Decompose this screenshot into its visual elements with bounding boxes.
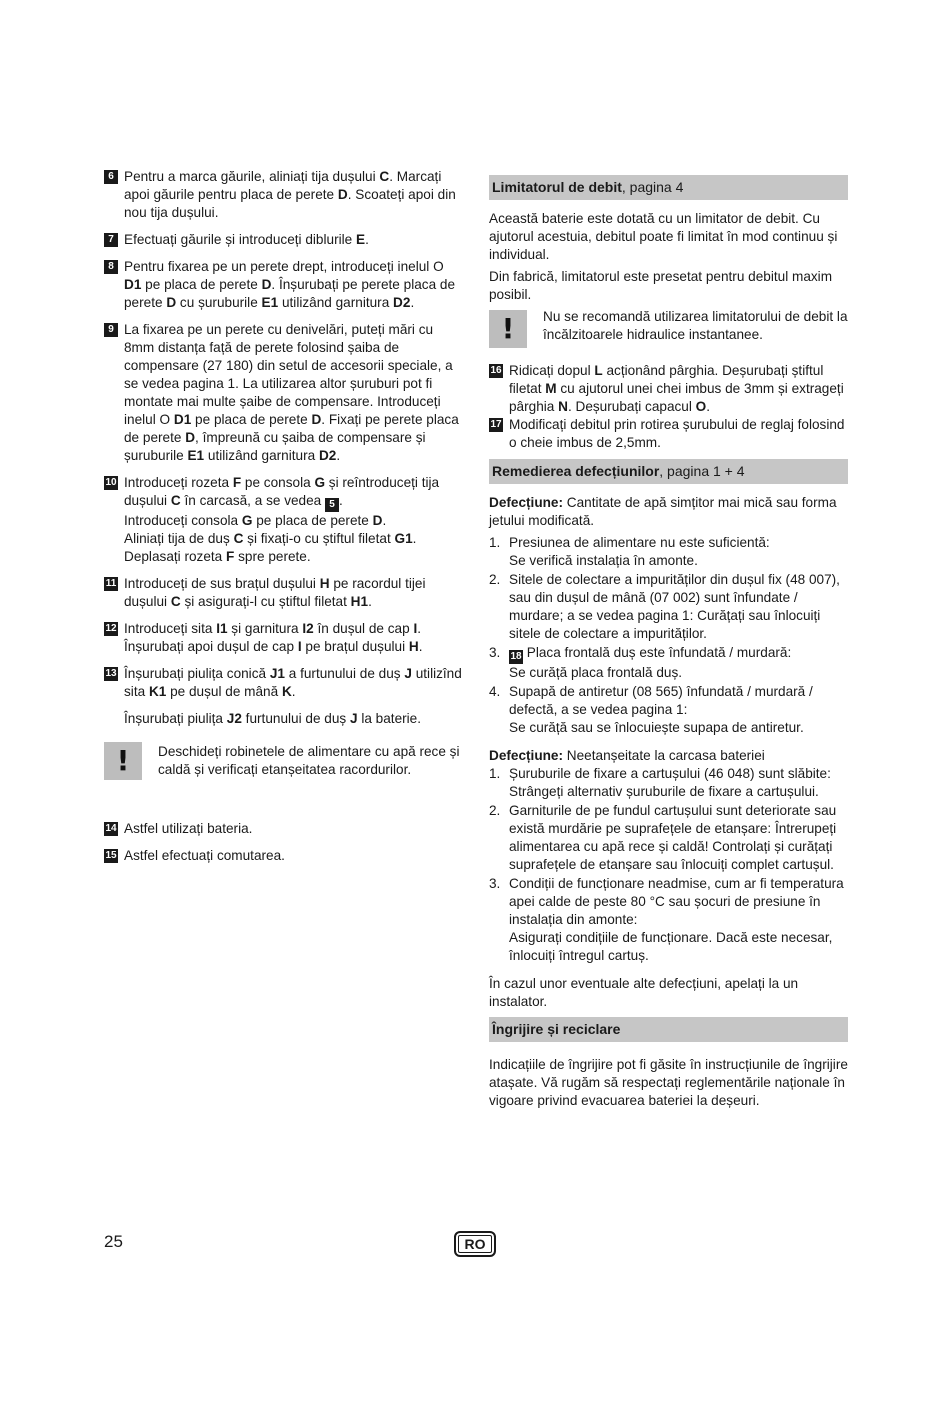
warning-text: Deschideți robinetele de alimentare cu apă rece și caldă și verificați etanșeitatea racordurilor. [158, 744, 460, 777]
step-text: Pentru a marca găurile, aliniați tija dușului C. Marcați apoi găurile pentru placa de perete D. Scoateți apoi din nou tija dușului. [124, 169, 456, 220]
paragraph: Din fabrică, limitatorul este presetat pentru debitul maxim posibil. [489, 269, 833, 302]
warning-note [104, 742, 464, 780]
step-10 [104, 474, 464, 566]
step-number: 10 [105, 477, 117, 488]
step-text: Astfel utilizați bateria. [124, 821, 253, 836]
step-number: 17 [490, 419, 502, 430]
step-16 [489, 362, 848, 416]
fault-list-1 [489, 534, 848, 737]
figure-reference: 18 [510, 651, 522, 662]
step-number: 13 [105, 668, 117, 679]
step-12 [104, 620, 464, 656]
step-number: 16 [490, 365, 502, 376]
page-number: 25 [104, 1232, 123, 1251]
list-item: 3. 18 Placa frontală duș este înfundată / murdară: Se curăță placa frontală duș. [489, 645, 792, 680]
fault-description: Defecțiune: Cantitate de apă simțitor mai mică sau forma jetului modificată. [489, 495, 837, 528]
list-item: 1. Șuruburile de fixare a cartușului (46 048) sunt slăbite: Strângeți alternativ șuruburile de fixare a cartușului. [489, 766, 831, 799]
list-item: 4. Supapă de antiretur (08 565) înfundată / murdară / defectă, a se vedea pagina 1: Se curăță sau se înlocuiește supapa de antiretur. [489, 684, 813, 735]
step-text: La fixarea pe un perete cu denivelări, puteți mări cu 8mm distanța față de perete folosind șaiba de compensare (27 180) din setul de accesorii speciale, a se vedea pagina 1. La utilizarea altor șuruburi pot fi montate mai multe șaibe de compensare. Introduceți inelul O D1 pe placa de perete D. Fixați pe perete placa de perete D, împreună cu șaiba de compensare și șuruburile E1 utilizând garnitura D2. [124, 322, 459, 463]
warning-note [489, 308, 848, 348]
step-text: Introduceți rozeta F pe consola G și reîntroduceți tija dușului C în carcasă, a se vedea 5 . Introduceți consola G pe placa de perete D. Aliniați tija de duș C și fixați-o cu știftul filetat G1. Deplasați rozeta F spre perete. [124, 475, 440, 564]
step-11 [104, 575, 464, 611]
step-text: Astfel efectuați comutarea. [124, 848, 285, 863]
step-text: Introduceți de sus brațul dușului H pe racordul tijei dușului C și asigurați-l cu știftul filetat H1. [124, 576, 426, 609]
fault-description: Defecțiune: Neetanșeitate la carcasa bateriei [489, 748, 765, 763]
warning-icon: ! [104, 742, 142, 780]
step-9 [104, 321, 464, 465]
paragraph: În cazul unor eventuale alte defecțiuni, apelați la un instalator. [489, 976, 799, 1009]
language-badge: RO [454, 1231, 496, 1257]
step-text: Introduceți sita I1 și garnitura I2 în dușul de cap I. Înșurubați apoi dușul de cap I pe brațul dușului H. [124, 621, 423, 654]
step-text: Înșurubați piulița conică J1 a furtunului de duș J utilizînd sita K1 pe dușul de mână K. [124, 666, 462, 699]
step-number: 14 [105, 823, 117, 834]
section-heading-care: Îngrijire și reciclare [489, 1017, 848, 1042]
step-text: Efectuați găurile și introduceți diblurile E. [124, 232, 369, 247]
list-item: 2. Garniturile de pe fundul cartușului sunt deteriorate sau există murdărie pe suprafețele de etanșare: Întrerupeți alimentarea cu apă rece și caldă! Controlați și curățați suprafețele de etanșare sau înlocuiți complet cartușul. [489, 803, 837, 872]
list-item: 2. Sitele de colectare a impurităților din dușul fix (48 007), sau din dușul de mână (07 002) sunt înfundate / murdare; a se vedea pagina 1: Curățați sau înlocuiți sitele de colectare a impurităților. [489, 572, 840, 641]
step-number: 11 [105, 578, 117, 589]
step-14 [104, 820, 464, 838]
step-17 [489, 416, 848, 452]
step-number: 15 [105, 850, 117, 861]
right-column [489, 175, 848, 1114]
step-8 [104, 258, 464, 312]
step-text: Ridicați dopul L acționând pârghia. Deșurubați știftul filetat M cu ajutorul unei chei imbus de 3mm și extrageți pârghia N. Deșurubați capacul O. [509, 363, 844, 414]
fault-list-2 [489, 765, 848, 965]
step-number: 7 [104, 233, 118, 247]
warning-text: Nu se recomandă utilizarea limitatorului de debit la încălzitoarele hidraulice instantanee. [543, 309, 848, 342]
step-text: Modificați debitul prin rotirea șurubului de reglaj folosind o cheie imbus de 2,5mm. [509, 417, 845, 450]
step-13-continued [104, 710, 464, 728]
section-heading-troubleshooting: Remedierea defecțiunilor, pagina 1 + 4 [489, 459, 848, 484]
step-7 [104, 231, 464, 249]
step-number: 6 [104, 170, 118, 184]
section-heading-flow-limiter: Limitatorul de debit, pagina 4 [489, 175, 848, 200]
step-number: 9 [104, 323, 118, 337]
paragraph: Indicațiile de îngrijire pot fi găsite în instrucțiunile de îngrijire atașate. Vă rugăm să respectați reglementările naționale în vigoare privind evacuarea bateriei la deșeuri. [489, 1057, 848, 1108]
step-13 [104, 665, 464, 701]
warning-icon: ! [489, 310, 527, 348]
step-text: Pentru fixarea pe un perete drept, introduceți inelul O D1 pe placa de perete D. Înșurubați pe perete placa de perete D cu șuruburile E1 utilizând garnitura D2. [124, 259, 456, 310]
left-column [104, 168, 464, 874]
paragraph: Această baterie este dotată cu un limitator de debit. Cu ajutorul acestuia, debitul poate fi limitat în mod continuu și individual. [489, 211, 838, 262]
step-number: 8 [104, 260, 118, 274]
figure-reference: 5 [325, 498, 339, 512]
step-15 [104, 847, 464, 865]
list-item: 1. Presiunea de alimentare nu este suficientă: Se verifică instalația în amonte. [489, 535, 770, 568]
list-item: 3. Condiții de funcționare neadmise, cum ar fi temperatura apei calde de peste 80 °C sau șocuri de presiune în instalația din amonte: Asigurați condițiile de funcționare. Dacă este necesar, înlocuiți întregul cartuș. [489, 876, 844, 963]
step-number: 12 [105, 623, 117, 634]
step-text: Înșurubați piulița J2 furtunului de duș J la baterie. [124, 711, 422, 726]
step-6 [104, 168, 464, 222]
